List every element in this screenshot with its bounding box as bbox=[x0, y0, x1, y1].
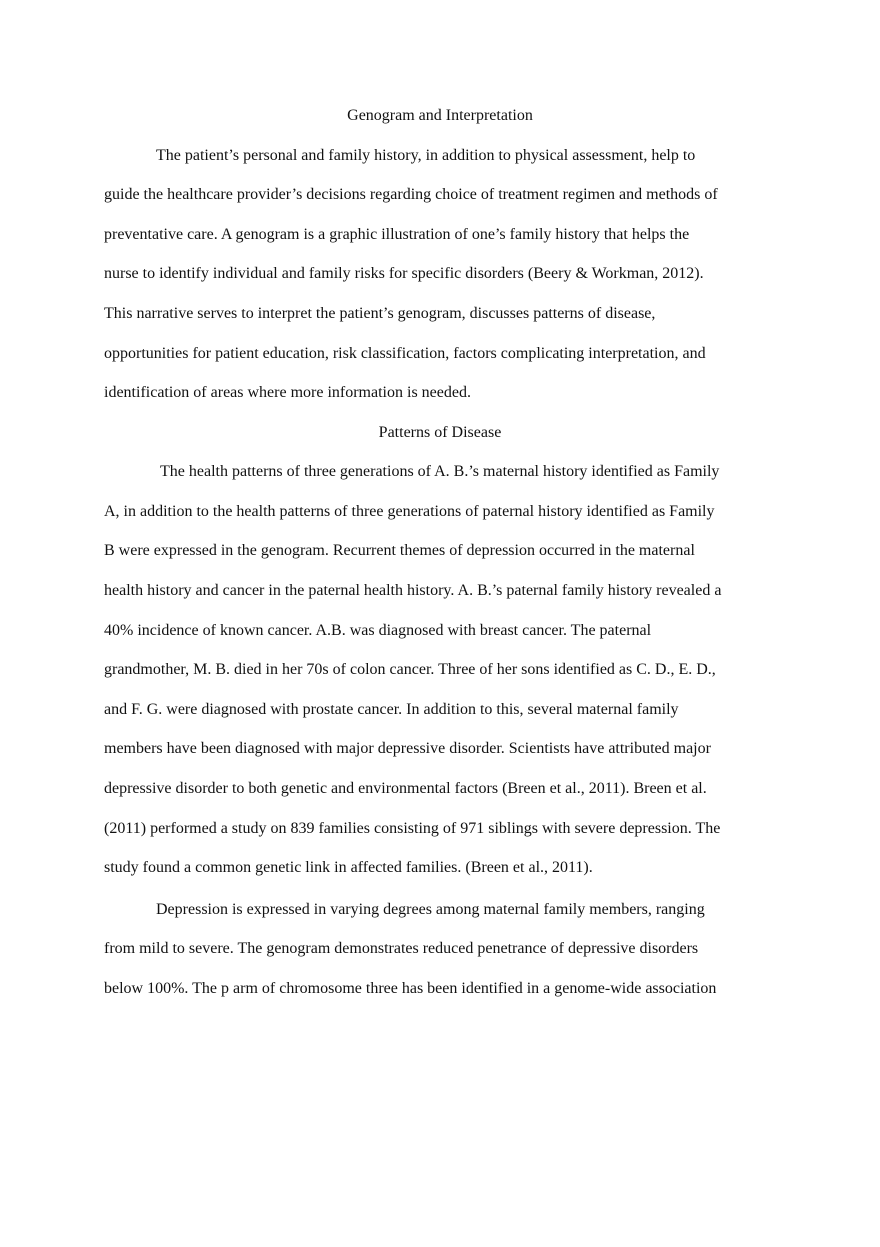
paragraph-line: guide the healthcare provider’s decisions regarding choice of treatment regimen and methods of bbox=[104, 186, 718, 203]
paragraph-line: below 100%. The p arm of chromosome three has been identified in a genome-wide association bbox=[104, 980, 717, 997]
paragraph-line: and F. G. were diagnosed with prostate cancer. In addition to this, several maternal family bbox=[104, 701, 679, 718]
paragraph-line: This narrative serves to interpret the patient’s genogram, discusses patterns of disease, bbox=[104, 305, 656, 322]
document-title: Genogram and Interpretation bbox=[347, 107, 533, 124]
paragraph-line: A, in addition to the health patterns of three generations of paternal history identified as Family bbox=[104, 503, 715, 520]
paragraph-line: members have been diagnosed with major depressive disorder. Scientists have attributed major bbox=[104, 740, 711, 757]
paragraph-line: study found a common genetic link in affected families. (Breen et al., 2011). bbox=[104, 859, 593, 876]
paragraph-line: The health patterns of three generations of A. B.’s maternal history identified as Family bbox=[160, 463, 720, 480]
paragraph-line: opportunities for patient education, risk classification, factors complicating interpretation, and bbox=[104, 345, 706, 362]
paragraph-line: nurse to identify individual and family risks for specific disorders (Beery & Workman, 2012). bbox=[104, 265, 704, 282]
paragraph-line: preventative care. A genogram is a graphic illustration of one’s family history that helps the bbox=[104, 226, 690, 243]
paragraph-line: 40% incidence of known cancer. A.B. was diagnosed with breast cancer. The paternal bbox=[104, 622, 652, 639]
paragraph-line: The patient’s personal and family history, in addition to physical assessment, help to bbox=[156, 147, 696, 164]
paragraph-line: identification of areas where more information is needed. bbox=[104, 384, 471, 401]
paragraph-line: from mild to severe. The genogram demonstrates reduced penetrance of depressive disorders bbox=[104, 940, 699, 957]
paragraph-line: (2011) performed a study on 839 families consisting of 971 siblings with severe depression. The bbox=[104, 820, 721, 837]
paragraph-line: Depression is expressed in varying degrees among maternal family members, ranging bbox=[156, 901, 705, 918]
paragraph-line: depressive disorder to both genetic and environmental factors (Breen et al., 2011). Breen et al. bbox=[104, 780, 707, 797]
paragraph-line: grandmother, M. B. died in her 70s of colon cancer. Three of her sons identified as C. D., E. D., bbox=[104, 661, 716, 678]
paragraph-line: health history and cancer in the paternal health history. A. B.’s paternal family history revealed a bbox=[104, 582, 722, 599]
section-heading: Patterns of Disease bbox=[378, 424, 502, 441]
paragraph-line: B were expressed in the genogram. Recurrent themes of depression occurred in the maternal bbox=[104, 542, 695, 559]
